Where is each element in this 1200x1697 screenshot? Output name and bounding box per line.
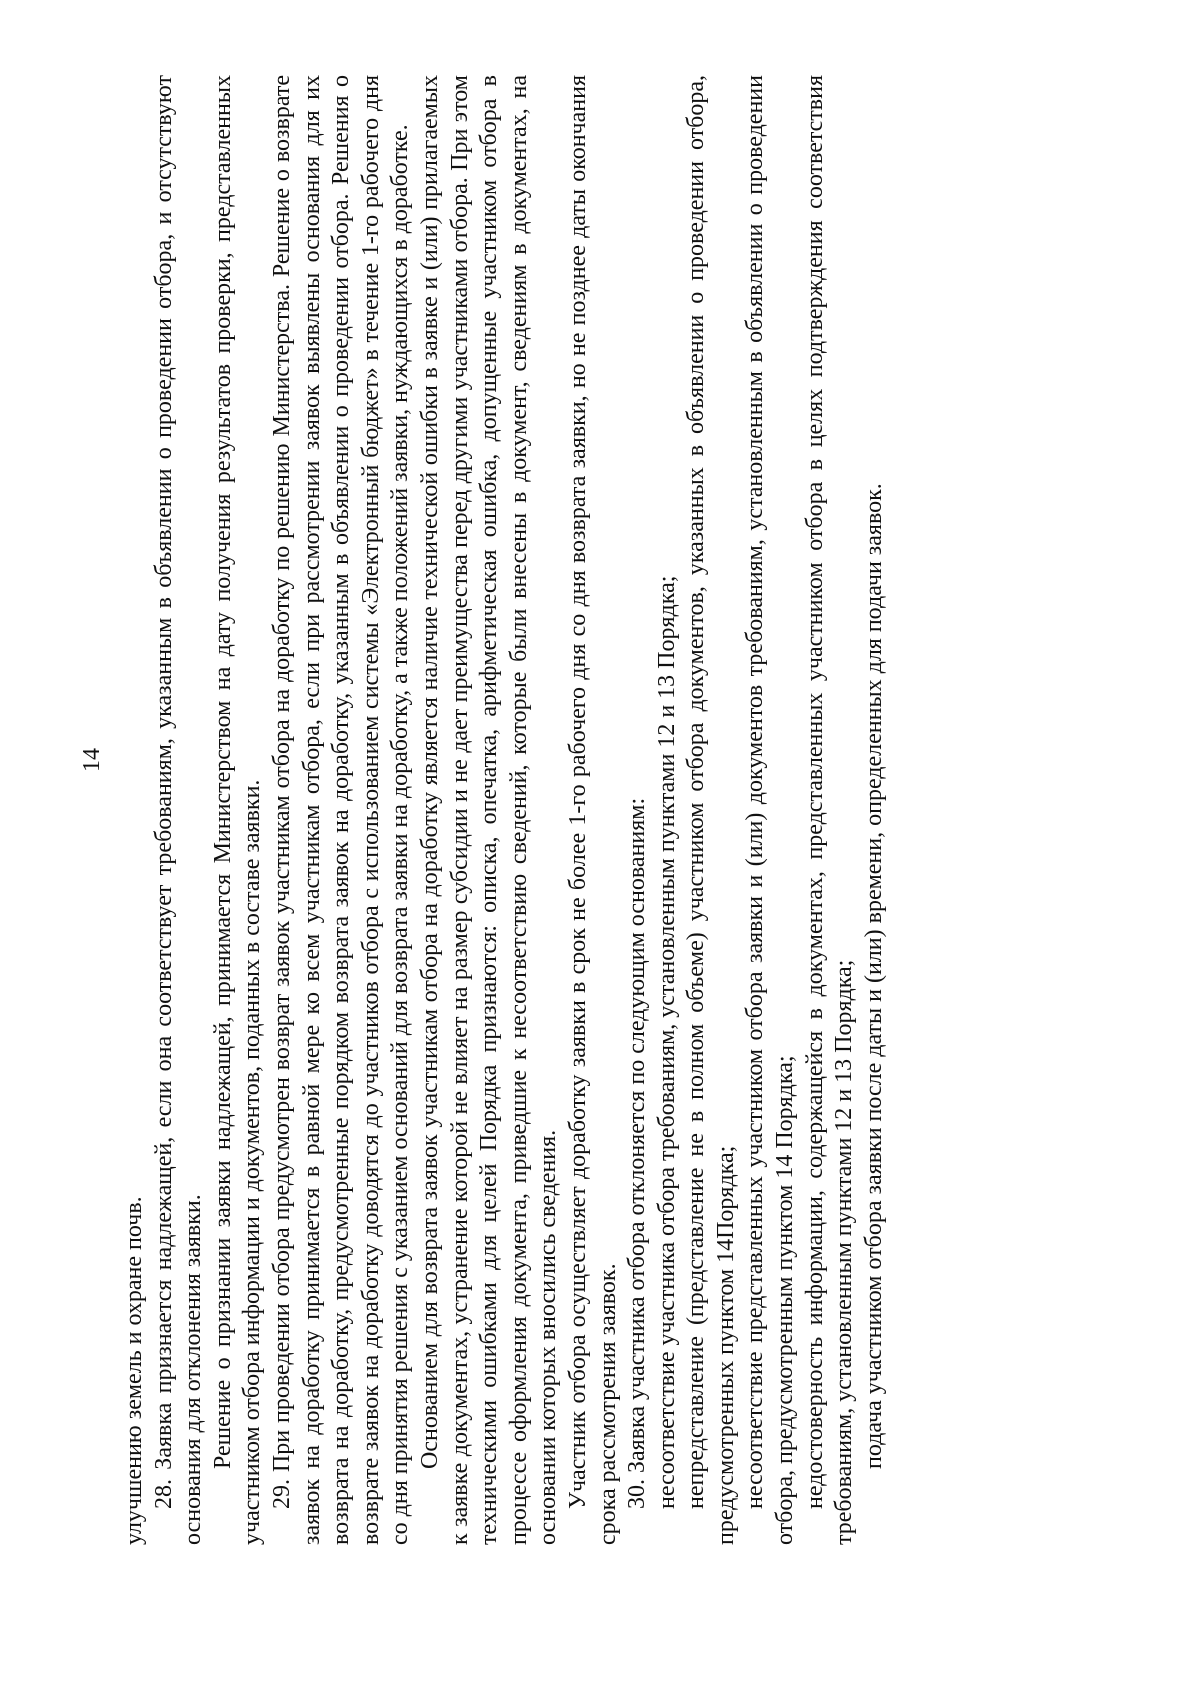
paragraph: Решение о признании заявки надлежащей, принимается Министерством на дату получения результатов проверки, представленных участником отбора информации и документов, поданных в составе заявки. xyxy=(209,75,266,1545)
paragraph: 30. Заявка участника отбора отклоняется по следующим основаниям: xyxy=(624,797,651,1509)
paragraph: 29. При проведении отбора предусмотрен возврат заявок участникам отбора на доработку по решению Министерства. Решение о возврате заявок на доработку принимается в равной мере ко всем участникам отбора, если при рассмотрении заявок выявлены основания для их возврата на доработку, предусмотренные порядком возврата заявок на доработку, указанным в объявлении о проведении отбора. Решения о возврате заявок на доработку доводятся до участников отбора с использованием системы «Электронный бюджет» в течение 1-го рабочего дня со дня принятия решения с указанием оснований для возврата заявки на доработку, а также положений заявки, нуждающихся в доработке. xyxy=(268,75,414,1545)
paragraph: Основанием для возврата заявок участникам отбора на доработку является наличие технической ошибки в заявке и (или) прилагаемых к заявке документах, устранение которой не влияет на размер субсидии и не дает преимущества перед другими участниками отбора. При этом техническими ошибками для целей Порядка признаются: описка, опечатка, арифметическая ошибка, допущенные участником отбора в процессе оформления документа, приведшие к несоответствию сведений, которые были внесены в документ, сведениям в документах, на основании которых вносились сведения. xyxy=(416,75,562,1545)
paragraph: подача участником отбора заявки после даты и (или) времени, определенных для подачи заявок. xyxy=(860,483,887,1469)
paragraph: Участник отбора осуществляет доработку заявки в срок не более 1-го рабочего дня со дня возврата заявки, но не позднее даты окончания срока рассмотрения заявок. xyxy=(564,75,621,1545)
paragraph: непредставление (представление не в полном объеме) участником отбора документов, указанных в объявлении о проведении отбора, предусмотренных пунктом 14Порядка; xyxy=(683,75,739,1545)
rotated-page xyxy=(79,75,1120,1545)
page-number: 14 xyxy=(79,748,105,772)
document-body xyxy=(120,75,889,1545)
paragraph: недостоверность информации, содержащейся в документах, представленных участником отбора в целях подтверждения соответствия требованиям, установленным пунктами 12 и 13 Порядка; xyxy=(801,75,858,1545)
paragraph: несоответствие представленных участником отбора заявки и (или) документов требованиям, установленным в объявлении о проведении отбора, предусмотренным пунктом 14 Порядка; xyxy=(742,75,799,1545)
paragraph: улучшению земель и охране почв. xyxy=(121,1196,147,1545)
paragraph: несоответствие участника отбора требованиям, установленным пунктами 12 и 13 Порядка; xyxy=(653,575,680,1509)
paragraph: 28. Заявка признается надлежащей, если она соответствует требованиям, указанным в объявлении о проведении отбора, и отсутствуют основания для отклонения заявки. xyxy=(150,75,207,1545)
